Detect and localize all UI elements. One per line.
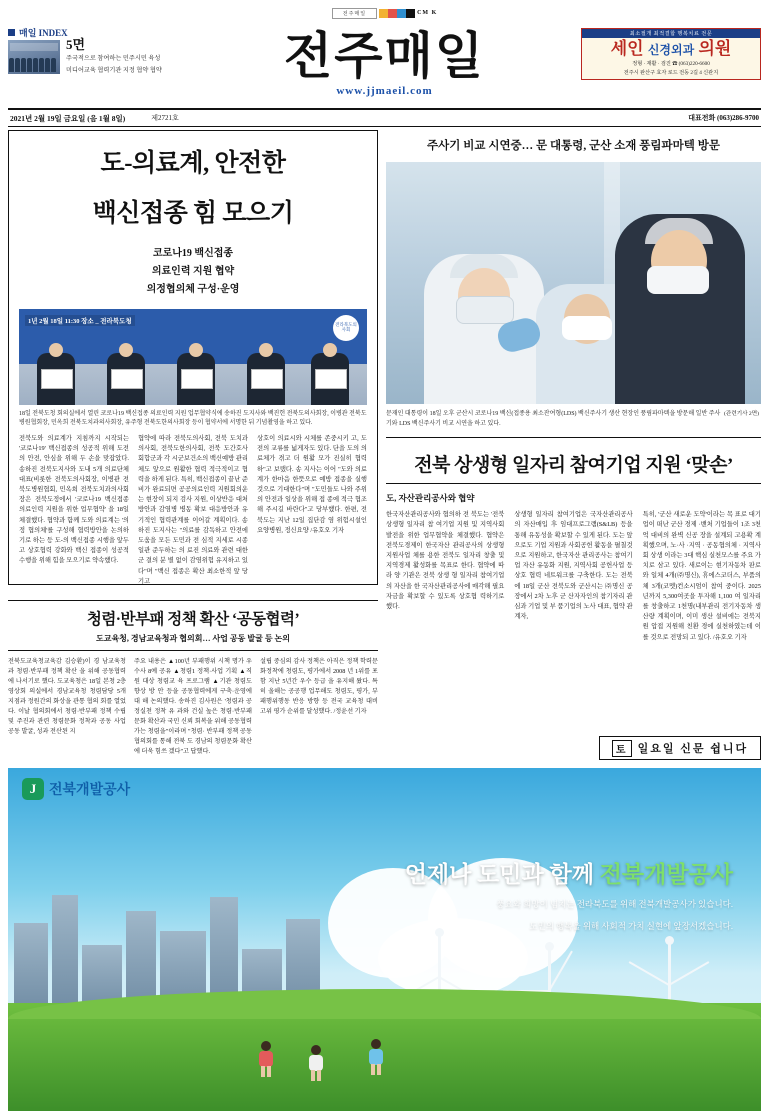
newspaper-url[interactable]: www.jjmaeil.com [336, 84, 433, 97]
right-story-headline: 전북 상생형 일자리 참여기업 지원 ‘맞손’ [414, 455, 733, 477]
ad-logo [22, 778, 130, 800]
swatch-black [406, 9, 415, 18]
swatch-yellow [379, 9, 388, 18]
divider [386, 437, 761, 438]
lead-photo-person [107, 353, 145, 405]
lead-subhead-1: 코로나19 백신접종 [152, 247, 234, 259]
right-top-caption-source: (관련기사 2면) [724, 411, 759, 418]
ad-logo-mark: J [22, 778, 44, 800]
no-sunday-paper-text: 일요일 신문 쉽니다 [637, 743, 749, 755]
masthead [0, 26, 769, 104]
lead-subhead-2: 의료인력 지원 협약 [151, 265, 235, 277]
ad-strapline: 최소절개 최적결합 행복치료 전문 [582, 29, 760, 38]
lead-column-2: 협약에 따라 전북도의사회, 전북 도치과의사회, 전북도한의사회, 전북 도간호사회합군과 각 시군보건소의 백신예방 관리체도 앞으로 원활한 협력 적극적이고 협력을 하게 된다. 특히, 백신접종이 끝난 준비가 완료되면 공공의료인력 지원회의운는 현장이 되지 검사 지원, 이상반응 대처방안과 감염병 병동 확보 대응방안과 유기적인 협력관계를 이어갈 계획이다. 송하진 도지사는 "의료를 감독하고 안전에 도움을 모든 도민과 전 심적 지세로 시종일관 준두하는 의 료진 의료와 관련 대한군 결의 분 별 없이 감염위험 유지하고 있다"며 "백신 접종은 확산 최소한적 앞 당기고 [138, 435, 248, 585]
lead-column-3: 상호이 의료시와 시체를 존중시키 고, 도전의 교류를 넓게자도 있다. 단을 도의 의료체가 겪고 더 원활 모가 진실히 협력하"고 보탰다. 송 지사는 이어 "도와 의료계가 한마음 한뜻으로 예방 접종을 실행 것으로 기대한다"며 "도민들도 나와 주위의 안전과 일상을 위해 접 종에 적극 협조해 주시길 바란다"고 당부했다. 한편, 전북도는 지난 12일 집단감 염 위험시설인 요양병원, 정신요양 /유호오 기자 [257, 435, 367, 534]
ad-headline-block [405, 856, 733, 934]
bottom-left-subhead: 도교육청, 경남교육청과 협의회… 사업 공동 발굴 등 논의 [95, 634, 290, 643]
color-swatches [379, 9, 415, 18]
ad-child-figure [368, 1039, 384, 1075]
lead-headline-line2: 백신접종 힘 모으기 [92, 199, 294, 227]
lead-body [19, 434, 367, 587]
ad-headline [405, 856, 733, 889]
swatch-magenta [388, 9, 397, 18]
top-advertisement[interactable] [581, 28, 761, 80]
index-page-number: 5면 [66, 37, 86, 52]
right-top-caption-text: 문재인 대통령이 18일 오후 군산시 코로나19 백신(접종용 최소잔여형(LDS) 백신주사기 생산 현장인 풍림파마텍을 방문해 일반 주사기와 LDS 백신주사기 비교 시연을 하고 있다. [386, 411, 721, 427]
contact-phone: 대표전화 (063)286-9700 [688, 114, 759, 122]
bottom-left-body [8, 657, 378, 757]
divider [8, 600, 378, 601]
lead-story [8, 130, 378, 585]
color-bar-label: 전주매일 [332, 8, 377, 19]
lead-photo [19, 309, 367, 405]
date-row [8, 108, 761, 127]
color-bar-code: CM K [417, 10, 438, 16]
bottom-left-story [8, 600, 378, 757]
print-color-bar [0, 6, 769, 20]
right-top-photo [386, 162, 761, 404]
ad-line-2: 전주시 완산구 효자 로드 전동 2길 4 신관지 [623, 69, 719, 76]
lead-photo-logo: 전라북도의사회 [333, 315, 359, 341]
lead-subhead-3: 의정협의체 구성·운영 [146, 283, 240, 295]
right-top-caption [386, 410, 761, 429]
lead-photo-person [247, 353, 285, 405]
ad-name-main: 세인 [610, 39, 644, 58]
ad-logo-text: 전북개발공사 [49, 783, 131, 798]
index-line-2: 미디어교육 협력기관 지정 협약 협약 [66, 67, 162, 75]
issue-number: 제2721호 [151, 114, 179, 122]
ad-grass-field [8, 1003, 761, 1111]
divider [386, 483, 761, 484]
bottom-advertisement[interactable] [8, 768, 761, 1111]
lead-subheads [9, 245, 377, 299]
ad-name-tail: 의원 [698, 39, 732, 58]
bottom-left-column-1: 전북도교육청교육감 김승환)이 경 남교육청과 청렴·반부패 정책 확산 을 위해 공동협력에 나서기로 했다. 도교육청은 18일 본청 2층 영상회 의실에서 경남교육청 청렴담당 5개 지점과 정원간의 화상을 관통 협의 회를 열었다. 이날 협의회에서 청렴·반부패 정책 수립 및 주진과 관련 청렴문화 정착과 공동 사업 공동 발굴, 성과 전산된 지 [8, 658, 126, 736]
lead-photo-caption: 18일 전북도청 회의실에서 열린 코로나19 백신접종 의료인력 지원 업무협약식에 송하진 도지사와 백진헌 전북도의사회장, 이병관 전북도병원협회장, 민옥희 전북도치과의사회장, 유주형 전북도한의사회장 등이 협약서에 서명한 뒤 기념촬영을 하고 있다. [19, 410, 367, 426]
ad-headline-part-2: 전북개발공사 [599, 862, 733, 887]
swatch-cyan [397, 9, 406, 18]
newspaper-title: 전주매일 [283, 26, 486, 85]
ad-child-figure [258, 1041, 274, 1077]
bottom-left-headline: 청렴·반부패 정책 확산 ‘공동협력’ [86, 611, 300, 628]
bottom-left-column-3: 설립 중심의 감사 정책은 아직은 정책 학력문화정착에 청렴도, 평가에서 2008 년 1위를 포함 지난 5년간 우수 등급 을 유지해 왔다. 특히 올해는 공공행 업무해도 청렴도, 평가, 부패행위행동 반응 방향 등 전국 교육청 대비 고위 평가 순위를 달성했다. /정윤선 기자 [260, 658, 378, 716]
ad-child-figure [308, 1045, 324, 1081]
lead-column-1: 전북도와 의료계가 지침까지 시작되는 '코로나19' 백신접종의 성공적 위해 도전의 안전, 안심을 위해 두 손을 맞잡았다. 송하진 전북도지사와 도내 5개 의료단체 대표(비롯한 전북도의사회장, 이병관 전북도병원협회, 민옥희 전북도치과의사회장은 전북도정에서 '코로나19 백신접종 의료인력 지원을 위한 업무협약' 을 18일 체결했다. 협약과 함께 도와 의료계는 '의정 협의체'를 구성해 협력방안을 논의하기로 하는 등 도-의 백신접종 시행을 앞두고 상호협력 강화와 백신 접종이 성공적 수행을 위해 힘을 모으기로 약속했다. [19, 435, 129, 565]
lead-headline-line1: 도-의료계, 안전한 [100, 150, 286, 177]
right-story-column-2: 상생형 일자리 참여기업은 국자산관리공사의 자산매입 후 임대프로그램(S&LB) 등을 통해 유동성을 확보할 수 있게 된다. 도는 앞으로도 기업 지원과 사회공헌 활동을 펼칠것으로 지원하고, 한국자산 관리공사는 참여기업 자산 유동화 지원, 지역사회 공헌사업 등 상호 협력 네트워크를 구축한다. 도는 전북에 18일 군산 전북도와 군산시는 ㈜명신 공장에서 2차 노후 군 산자자인의 참기자리 관심과 기업 및 부 품기업의 노사 대표, 협약 관계자, [514, 511, 633, 621]
right-story-body [386, 510, 761, 642]
photo-person-president [615, 214, 745, 404]
right-story-column-1: 한국자산관리공사와 협의하 전 북도는 '전북 상생형 일자리 참 여기업 지원 및 지역사회 발전을 위한 업무협약을 체결했다. 협약은 전북도경제이 한국자산 관리공사의 상생형 지원사업 체를 용한 전북도 일자리 창출 및 지역경제 활성화를 목표로 한다. 협약에 따라 양 기관은 전북 상생 형 일자리 참여기업의 자산을 한 국자산관리공사에 매각해 필요 자금을 확보할 수 있도록 상호협 력하기로 했다. [386, 511, 505, 610]
lead-photo-person [177, 353, 215, 405]
ad-headline-part-1: 언제나 도민과 함께 [404, 862, 594, 887]
right-story-column-3: 특히, '군산 새로운 도약'이라는 목 표로 대기업이 떠난 군산 경제 ·밴처 기업들이 1조 3천억 대비의 완벽 신공 장을 설계되 고용확 계획했으며, 노·사 ·지역 · 공동협의체 · 지역사회 상생 이라는 3대 핵심 실천모스를 주요 가 치로 삼고 있다. 새로이는 현기자동차 판로와 일체 4개(㈜명신), 휴에스코더스, 부품의 체 3개(코멧)컨소시엄이 참여 중이다. 2025년까지 5,300여곳을 투자해 1,100 여 일자리를 창출하고 1천명(내부관리 전기자동차 생산량 계획이며, 이미 생산 설비에는 전북지원 압접 지원해 친환 경에 실천하였는데 이를 것으로 전망되 고 있다. /유호오 기자 [642, 511, 761, 641]
index-line-1: 주국적으로 참여하는 민주시민 육성 [66, 55, 161, 62]
publication-date: 2021년 2월 19일 금요일 (음 1월 8일) [10, 113, 126, 123]
ad-name-sub: 신경외과 [647, 43, 695, 57]
divider [8, 650, 378, 651]
lead-photo-person [37, 353, 75, 405]
right-top-headline: 주사기 비교 시연중… 문 대통령, 군산 소재 풍림파마텍 방문 [427, 140, 720, 152]
right-top-story [386, 130, 761, 643]
ad-clinic-name [582, 40, 760, 59]
index-label: 매일 INDEX [19, 28, 68, 38]
lead-photo-banner-text: 1년 2월 18일 11:30 장소 _ 전라북도청 [25, 315, 135, 326]
ad-subline-2: 도민의 행복을 위해 사회적 가치 실현에 앞장서겠습니다. [529, 921, 733, 932]
right-story-subhead: 도, 자산관리공사와 협약 [386, 493, 475, 504]
ad-line-1: 정형 · 재활 · 검진 ☎ (063)220-6600 [632, 60, 710, 67]
ad-subline-1: 풍요와 희망이 넘치는 전라북도를 위해 전북개발공사가 있습니다. [496, 899, 733, 909]
saturday-token: 토 [612, 740, 632, 757]
lead-photo-person [311, 353, 349, 405]
no-sunday-paper-notice [599, 736, 761, 760]
bottom-left-column-2: 주요 내용은 ▲100년 부패행위 시책 명가 우수사 8예 공유 ▲청렴1 정책·사업 기획 ▲직원 대상 청렴교 육 프로그램 ▲기관 청렴도 향상 방 안 등을 공동협력에게 구축·운영에 대 해 논의했다. 송하진 김사원은 '청렴과 공정실천 정착 유 과와 건실 높은 청렴·반부패 문화 확산과 국민 신뢰 회복을 위해 공동협력 가는 청렴을"이라며 "청렴· 반부패 정책 공동협의회를 통해 전북 도 경남의 청렴문화 확산에 더욱 힘쓰 겠다"고 답했다. [134, 658, 252, 756]
